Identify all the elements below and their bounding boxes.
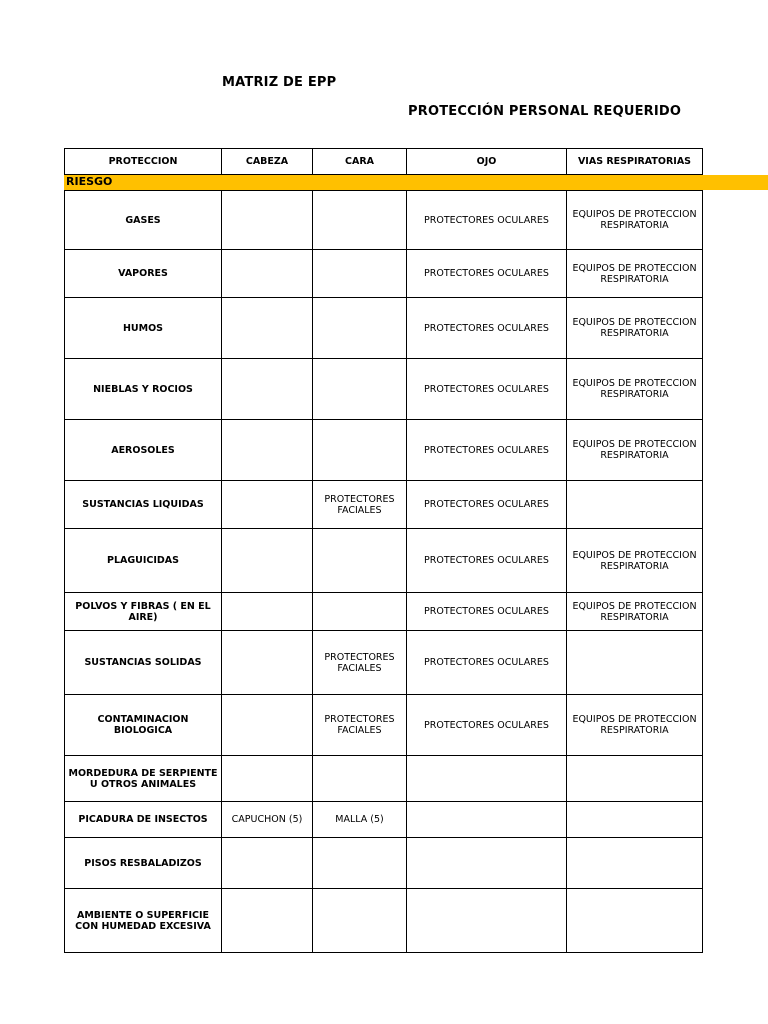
table-row: [65, 593, 703, 631]
cabeza-cell: [222, 631, 313, 695]
ojo-cell: PROTECTORES OCULARES: [407, 359, 567, 420]
table-row: [65, 420, 703, 481]
cara-cell: [313, 529, 407, 593]
risk-name: GASES: [65, 191, 222, 250]
vias-cell: [567, 889, 703, 953]
vias-cell: EQUIPOS DE PROTECCION RESPIRATORIA: [567, 298, 703, 359]
table-row: [65, 631, 703, 695]
risk-name: CONTAMINACION BIOLOGICA: [65, 695, 222, 756]
table-row: [65, 695, 703, 756]
table-row: [65, 889, 703, 953]
cabeza-cell: [222, 250, 313, 298]
riesgo-band: [64, 175, 768, 190]
table-row: [65, 802, 703, 838]
table-row: [65, 191, 703, 250]
cabeza-cell: [222, 298, 313, 359]
cabeza-cell: [222, 359, 313, 420]
ojo-cell: PROTECTORES OCULARES: [407, 191, 567, 250]
vias-cell: EQUIPOS DE PROTECCION RESPIRATORIA: [567, 359, 703, 420]
cara-cell: MALLA (5): [313, 802, 407, 838]
vias-cell: [567, 838, 703, 889]
ojo-cell: [407, 802, 567, 838]
ojo-cell: PROTECTORES OCULARES: [407, 481, 567, 529]
ojo-cell: [407, 889, 567, 953]
ojo-cell: [407, 838, 567, 889]
document-subtitle: PROTECCIÓN PERSONAL REQUERIDO: [408, 104, 682, 119]
cara-cell: [313, 838, 407, 889]
cabeza-cell: [222, 481, 313, 529]
table-row: [65, 250, 703, 298]
ojo-cell: [407, 756, 567, 802]
cara-cell: [313, 250, 407, 298]
table-row: [65, 298, 703, 359]
cabeza-cell: [222, 593, 313, 631]
document-title: MATRIZ DE EPP: [222, 75, 337, 90]
risk-name: MORDEDURA DE SERPIENTE U OTROS ANIMALES: [65, 756, 222, 802]
risk-name: PISOS RESBALADIZOS: [65, 838, 222, 889]
ojo-cell: PROTECTORES OCULARES: [407, 250, 567, 298]
ojo-cell: PROTECTORES OCULARES: [407, 420, 567, 481]
ojo-cell: PROTECTORES OCULARES: [407, 593, 567, 631]
cabeza-cell: [222, 191, 313, 250]
vias-cell: EQUIPOS DE PROTECCION RESPIRATORIA: [567, 529, 703, 593]
ojo-cell: PROTECTORES OCULARES: [407, 695, 567, 756]
cara-cell: [313, 889, 407, 953]
cara-cell: [313, 420, 407, 481]
column-header-cara: CARA: [313, 149, 407, 175]
risk-name: PICADURA DE INSECTOS: [65, 802, 222, 838]
table-row: [65, 481, 703, 529]
vias-cell: EQUIPOS DE PROTECCION RESPIRATORIA: [567, 593, 703, 631]
riesgo-label: RIESGO: [66, 175, 113, 188]
cabeza-cell: [222, 420, 313, 481]
risk-table: [64, 190, 703, 953]
cara-cell: [313, 593, 407, 631]
risk-name: POLVOS Y FIBRAS ( EN EL AIRE): [65, 593, 222, 631]
cara-cell: PROTECTORES FACIALES: [313, 695, 407, 756]
cabeza-cell: [222, 695, 313, 756]
vias-cell: [567, 631, 703, 695]
header-row: [65, 149, 703, 175]
column-header-vias-respiratorias: VIAS RESPIRATORIAS: [567, 149, 703, 175]
cara-cell: [313, 191, 407, 250]
risk-name: PLAGUICIDAS: [65, 529, 222, 593]
risk-name: AEROSOLES: [65, 420, 222, 481]
vias-cell: EQUIPOS DE PROTECCION RESPIRATORIA: [567, 420, 703, 481]
vias-cell: EQUIPOS DE PROTECCION RESPIRATORIA: [567, 250, 703, 298]
vias-cell: EQUIPOS DE PROTECCION RESPIRATORIA: [567, 191, 703, 250]
risk-name: SUSTANCIAS LIQUIDAS: [65, 481, 222, 529]
table-row: [65, 359, 703, 420]
cara-cell: PROTECTORES FACIALES: [313, 631, 407, 695]
risk-name: NIEBLAS Y ROCIOS: [65, 359, 222, 420]
table-row: [65, 838, 703, 889]
cara-cell: PROTECTORES FACIALES: [313, 481, 407, 529]
table-row: [65, 756, 703, 802]
cabeza-cell: [222, 756, 313, 802]
cara-cell: [313, 359, 407, 420]
vias-cell: [567, 481, 703, 529]
vias-cell: EQUIPOS DE PROTECCION RESPIRATORIA: [567, 695, 703, 756]
risk-name: HUMOS: [65, 298, 222, 359]
column-header-ojo: OJO: [407, 149, 567, 175]
table-row: [65, 529, 703, 593]
risk-name: AMBIENTE O SUPERFICIE CON HUMEDAD EXCESIVA: [65, 889, 222, 953]
column-header-proteccion: PROTECCION: [65, 149, 222, 175]
vias-cell: [567, 756, 703, 802]
column-header-cabeza: CABEZA: [222, 149, 313, 175]
ojo-cell: PROTECTORES OCULARES: [407, 529, 567, 593]
cabeza-cell: [222, 889, 313, 953]
cabeza-cell: [222, 838, 313, 889]
vias-cell: [567, 802, 703, 838]
ojo-cell: PROTECTORES OCULARES: [407, 631, 567, 695]
header-table: [64, 148, 703, 175]
cara-cell: [313, 756, 407, 802]
ojo-cell: PROTECTORES OCULARES: [407, 298, 567, 359]
cabeza-cell: [222, 529, 313, 593]
cabeza-cell: CAPUCHON (5): [222, 802, 313, 838]
cara-cell: [313, 298, 407, 359]
risk-name: VAPORES: [65, 250, 222, 298]
risk-name: SUSTANCIAS SOLIDAS: [65, 631, 222, 695]
